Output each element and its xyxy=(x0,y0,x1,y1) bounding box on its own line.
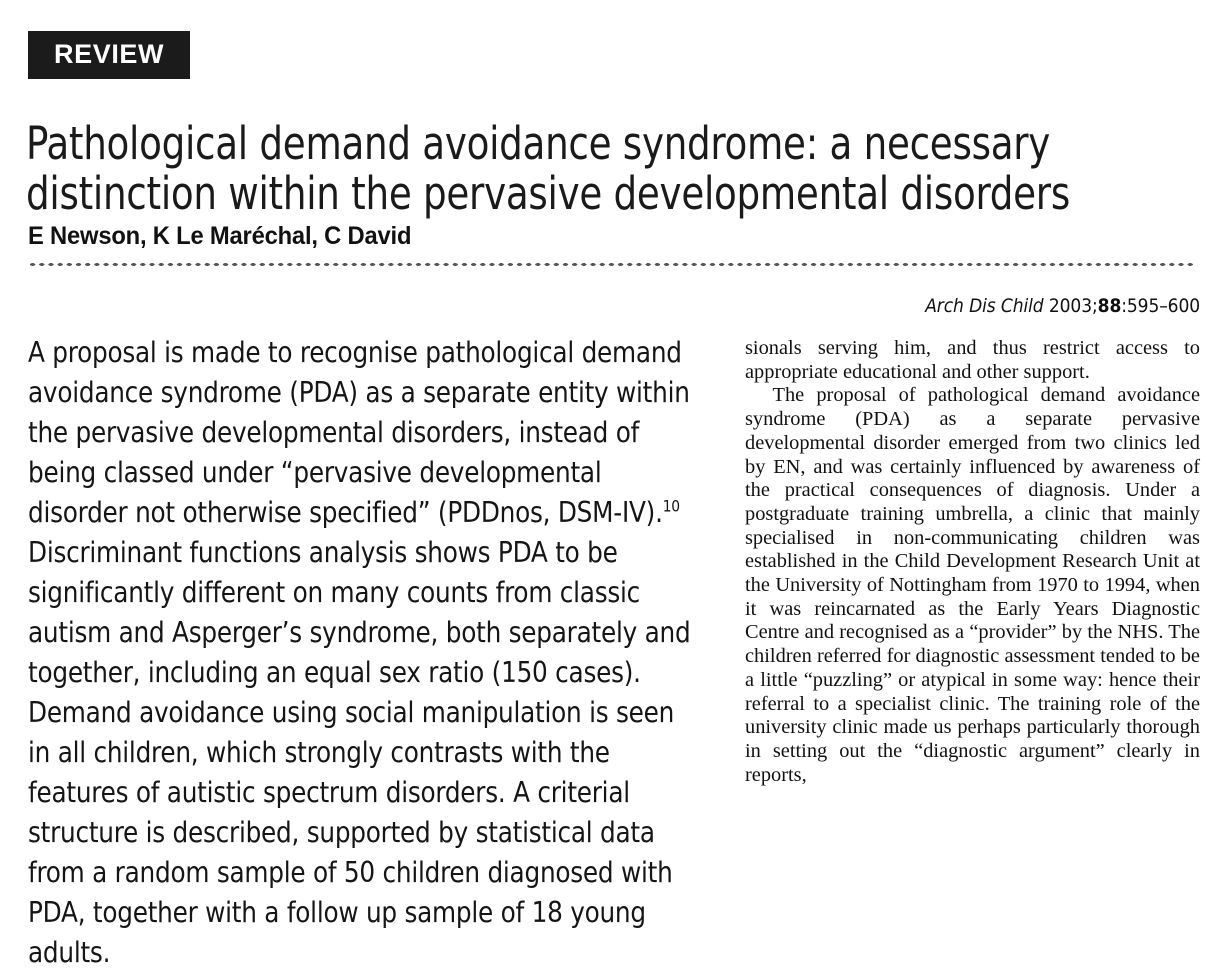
citation-pages: :595–600 xyxy=(1121,295,1200,317)
abstract-text-part-2: Discriminant functions analysis shows PDA to be significantly different on many counts from classic autism and Asperger’s syndrome, both separately and together, including an equal sex ratio (150 cases). Demand avoidance using social manipulation is seen in all children, which strongly contrasts with the features of autistic spectrum disorders. A criterial structure is described, supported by statistical data from a random sample of 50 children diagnosed with PDA, together with a follow up sample of 18 young adults. xyxy=(28,536,691,969)
title-line-1: Pathological demand avoidance syndrome: a necessary xyxy=(26,117,1051,171)
author-list: E Newson, K Le Maréchal, C David xyxy=(28,222,412,250)
citation-journal-name: Arch Dis Child xyxy=(925,295,1044,317)
citation-year: 2003; xyxy=(1043,295,1098,317)
citation-volume: 88 xyxy=(1097,295,1122,317)
abstract-column xyxy=(28,333,704,973)
abstract-text-part-1: A proposal is made to recognise pathological demand avoidance syndrome (PDA) as a separate entity within the pervasive developmental disorders, instead of being classed under “pervasive developmental disorder not otherwise specified” (PDDnos, DSM-IV). xyxy=(28,336,690,529)
abstract-reference-superscript: 10 xyxy=(662,496,680,516)
section-badge-container xyxy=(28,31,190,79)
body-column xyxy=(745,337,1200,787)
body-paragraph-2: The proposal of pathological demand avoidance syndrome (PDA) as a separate pervasive developmental disorder emerged from two clinics led by EN, and was certainly influenced by awareness of the practical consequences of diagnosis. Under a postgraduate training umbrella, a clinic that mainly specialised in non-communicating children was established in the Child Development Research Unit at the University of Nottingham from 1970 to 1994, when it was reincarnated as the Early Years Diagnostic Centre and recognised as a “provider” by the NHS. The children referred for diagnostic assessment tended to be a little “puzzling” or atypical in some way: hence their referral to a specialist clinic. The training role of the university clinic made us perhaps particularly thorough in setting out the “diagnostic argument” clearly in reports, xyxy=(745,384,1200,786)
body-paragraph-continued: sionals serving him, and thus restrict access to appropriate educational and other support. xyxy=(745,337,1200,383)
title-line-2: distinction within the pervasive developmental disorders xyxy=(26,167,1070,221)
review-badge: REVIEW xyxy=(28,31,190,79)
dotted-divider xyxy=(28,262,1196,267)
journal-citation xyxy=(925,295,1200,317)
page-title xyxy=(26,119,1112,219)
